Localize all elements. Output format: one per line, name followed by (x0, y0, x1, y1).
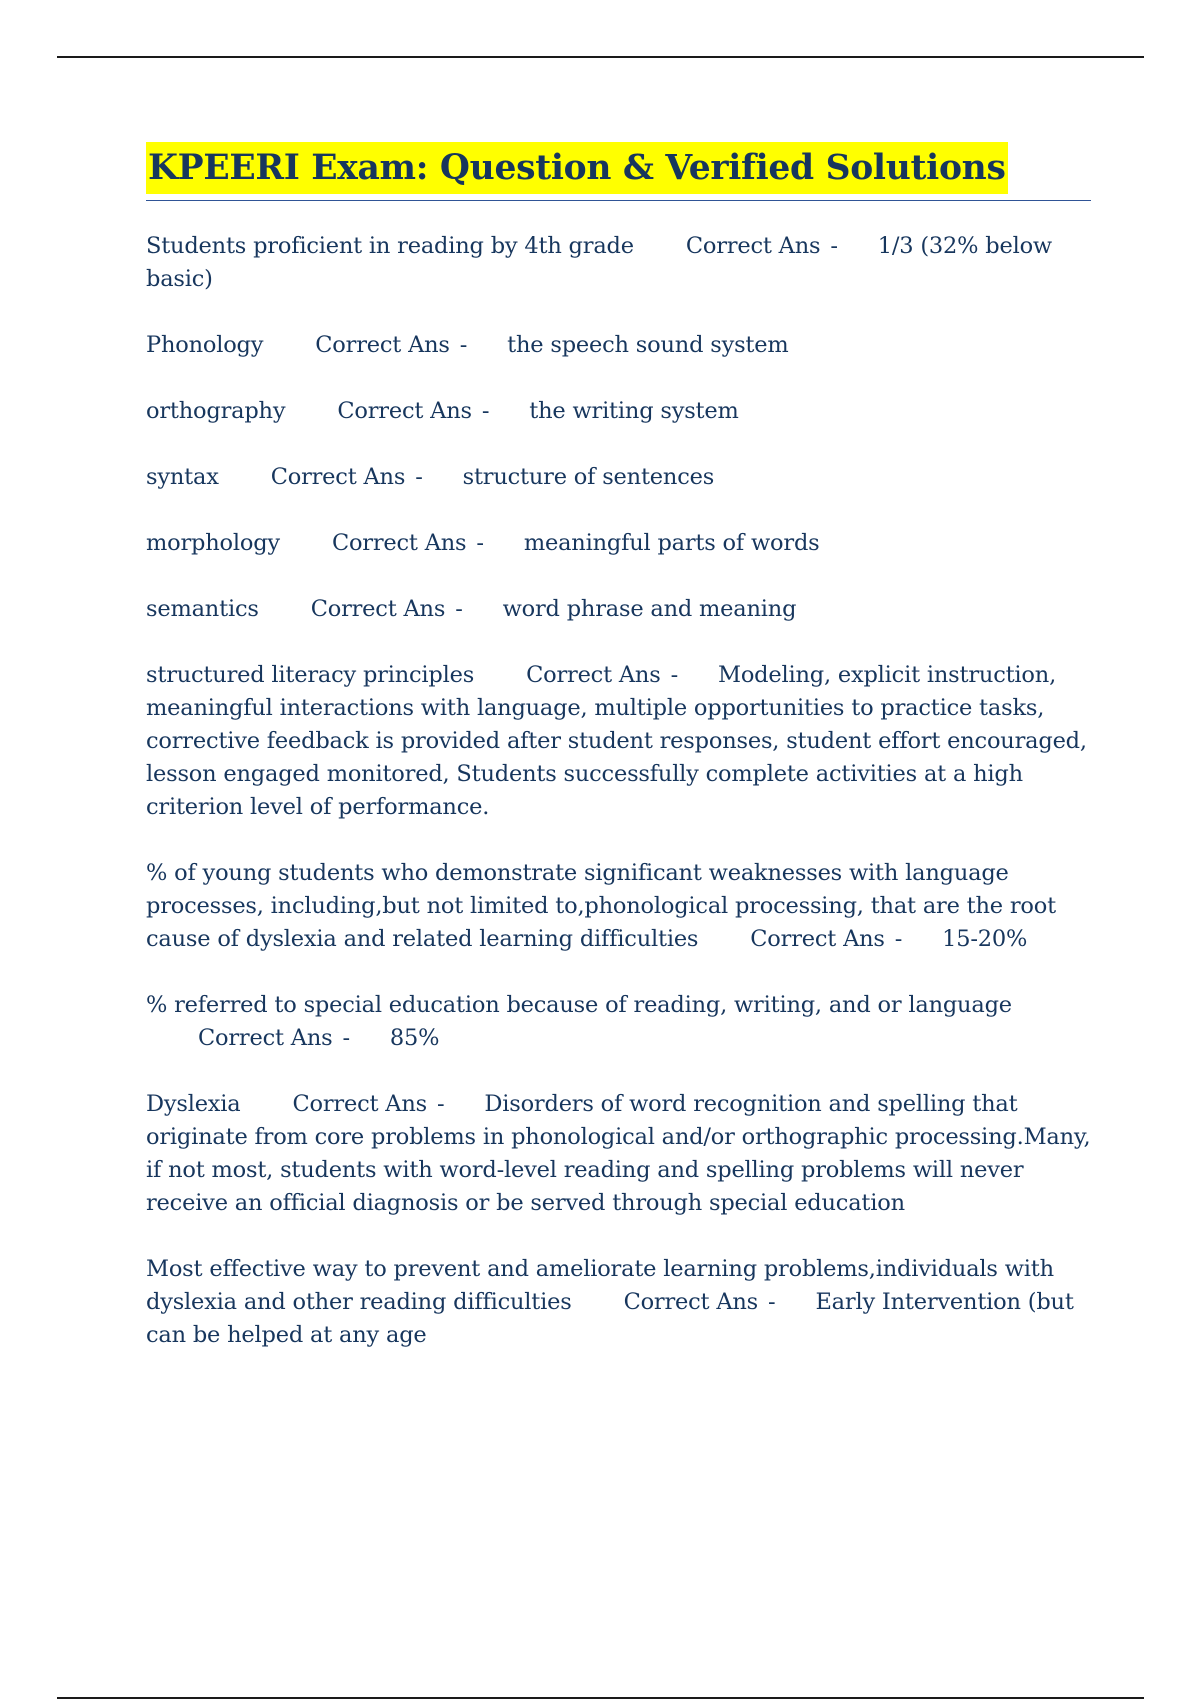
correct-ans-label: Correct Ans (198, 1025, 333, 1051)
correct-ans-label: Correct Ans (337, 398, 472, 424)
correct-ans-label: Correct Ans (526, 662, 661, 688)
document-body (146, 142, 1091, 1385)
question-text: Most effective way to prevent and ameliorate learning problems,individuals with dyslexia and other reading difficulties (146, 1256, 1054, 1315)
question-text: orthography (146, 398, 286, 424)
answer-separator: - (670, 662, 678, 688)
correct-ans-label: Correct Ans (315, 332, 450, 358)
qa-item (146, 461, 1091, 494)
answer-text: the speech sound system (507, 332, 789, 358)
qa-item (146, 1253, 1091, 1352)
qa-item (146, 1088, 1091, 1220)
qa-item (146, 230, 1091, 296)
title-block (146, 142, 1091, 201)
answer-separator: - (455, 596, 463, 622)
header-rule (57, 56, 1144, 58)
qa-item (146, 329, 1091, 362)
answer-separator: - (476, 530, 484, 556)
answer-separator: - (481, 398, 490, 424)
question-text: morphology (146, 530, 280, 556)
answer-text: Modeling, explicit instruction, meaningful interactions with language, multiple opportunities to practice tasks, corrective feedback is provided after student responses, student effort encouraged, lesson engaged monitored, Students successfully complete activities at a high criterion level of performance. (146, 662, 1087, 820)
qa-item (146, 593, 1091, 626)
footer-rule (57, 1697, 1144, 1699)
correct-ans-label: Correct Ans (310, 596, 446, 622)
answer-separator: - (768, 1289, 776, 1315)
question-text: semantics (146, 596, 259, 622)
answer-text: Disorders of word recognition and spelling that originate from core problems in phonological and/or orthographic processing.Many, if not most, students with word-level reading and spelling problems will never receive an official diagnosis or be served through special education (146, 1091, 1091, 1216)
qa-item (146, 395, 1091, 428)
question-text: Phonology (146, 332, 264, 358)
question-text: Dyslexia (146, 1091, 241, 1117)
answer-text: 85% (389, 1025, 440, 1051)
page-title: KPEERI Exam: Question & Verified Solutions (146, 142, 1008, 194)
answer-text: Early Intervention (but can be helped at any age (146, 1289, 1074, 1348)
answer-text: structure of sentences (462, 464, 715, 490)
answer-separator: - (342, 1025, 350, 1051)
correct-ans-label: Correct Ans (623, 1289, 759, 1315)
answer-text: 15-20% (942, 926, 1028, 952)
qa-list (146, 230, 1091, 1352)
answer-text: word phrase and meaning (502, 596, 797, 622)
correct-ans-label: Correct Ans (750, 926, 885, 952)
question-text: % of young students who demonstrate significant weaknesses with language processes, including,but not limited to,phonological processing, that are the root cause of dyslexia and related learning difficulties (146, 860, 1056, 952)
question-text: Students proficient in reading by 4th grade (146, 233, 634, 259)
question-text: % referred to special education because of reading, writing, and or language (146, 992, 1012, 1018)
question-text: syntax (146, 464, 219, 490)
answer-separator: - (894, 926, 903, 952)
answer-text: the writing system (529, 398, 739, 424)
correct-ans-label: Correct Ans (685, 233, 821, 259)
qa-item (146, 857, 1091, 956)
answer-separator: - (415, 464, 423, 490)
qa-item (146, 989, 1091, 1055)
answer-separator: - (437, 1091, 445, 1117)
question-text: structured literacy principles (146, 662, 475, 688)
correct-ans-label: Correct Ans (292, 1091, 427, 1117)
correct-ans-label: Correct Ans (270, 464, 406, 490)
correct-ans-label: Correct Ans (331, 530, 467, 556)
answer-text: 1/3 (32% below basic) (146, 233, 1052, 292)
answer-separator: - (830, 233, 838, 259)
answer-text: meaningful parts of words (523, 530, 820, 556)
qa-item (146, 527, 1091, 560)
answer-separator: - (459, 332, 468, 358)
qa-item (146, 659, 1091, 824)
